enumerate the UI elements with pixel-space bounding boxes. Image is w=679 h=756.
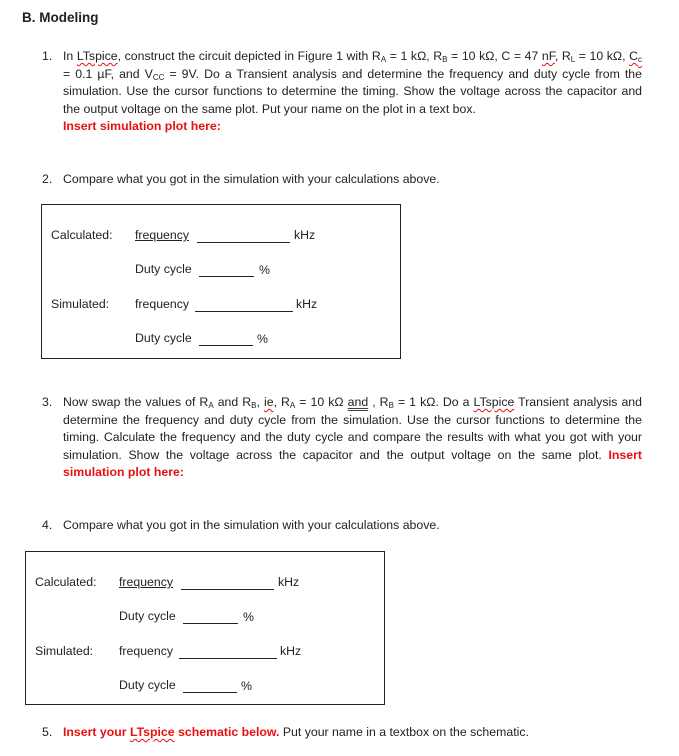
q3-text-h: Transient analysis and determine the frequency and duty cycle from the simulation. Use the cursor functions to determine the timing. Calculate the frequency and the duty cycle and compare the results with what you got with your simulation. Show the voltage across the capacitor and the output voltage on the same plot. <box>63 395 642 462</box>
q3-instruction: Insert simulation plot here: <box>63 447 642 480</box>
q3-sub-a: A <box>208 401 214 410</box>
q3-ltspice: LTspice <box>473 395 515 409</box>
question-4 <box>42 517 642 535</box>
simulated-duty-cycle-blank[interactable] <box>199 345 253 346</box>
q1-text-d: = 10 kΩ, C = 47 <box>447 49 542 63</box>
calculated-duty-cycle-label: Duty cycle <box>135 262 192 276</box>
q3-text-b: and R <box>213 395 252 409</box>
calculated-frequency-label: frequency <box>135 228 190 242</box>
calculated-duty-cycle-unit: % <box>243 610 254 624</box>
q1-text-b: , construct the circuit depicted in Figure 1 with R <box>117 49 381 63</box>
q1-ltspice: LTspice <box>76 49 118 63</box>
simulated-frequency-unit: kHz <box>296 297 318 311</box>
question-2 <box>42 171 642 189</box>
q3-sub-c: A <box>289 401 296 410</box>
q1-nf: nF <box>541 49 555 63</box>
q5-ltspice: LTspice <box>129 725 175 739</box>
simulated-duty-cycle-unit: % <box>257 332 268 346</box>
q1-text-a: In <box>63 49 77 63</box>
q3-ie: ie <box>263 395 274 409</box>
section-heading: B. Modeling <box>22 10 99 25</box>
q3-sub-b: B <box>251 401 257 410</box>
question-1 <box>42 48 642 136</box>
question-5-body <box>63 724 642 742</box>
simulated-duty-cycle-label: Duty cycle <box>119 678 176 692</box>
question-5-number: 5. <box>42 725 53 739</box>
calculated-duty-cycle-label: Duty cycle <box>119 609 176 623</box>
calculated-frequency-blank[interactable] <box>181 589 274 590</box>
q3-text-f: , R <box>368 395 389 409</box>
q5-text: Put your name in a textbox on the schematic. <box>279 725 529 739</box>
q1-text-h: = 0.1 µF, and V <box>63 66 153 81</box>
question-3-number: 3. <box>42 395 53 409</box>
q1-sub-a: A <box>380 55 387 64</box>
simulated-label: Simulated: <box>51 297 110 311</box>
q1-instruction: Insert simulation plot here: <box>63 119 221 134</box>
simulated-frequency-blank[interactable] <box>179 658 277 659</box>
q5-instruction-a: Insert your <box>63 725 130 739</box>
calculated-frequency-blank[interactable] <box>197 242 290 243</box>
calculated-duty-cycle-blank[interactable] <box>183 623 238 624</box>
q3-text-e: = 10 kΩ <box>295 395 348 409</box>
calculated-frequency-unit: kHz <box>294 228 316 242</box>
q1-text-i: = 9V. Do a Transient analysis and determine the frequency and duty cycle from the simulation. Use the cursor functions to determine the timing. Show the voltage across the capacitor and the output voltage on the same plot. Put your name on the plot in a text box. <box>63 66 642 116</box>
question-4-text: Compare what you got in the simulation with your calculations above. <box>63 518 440 532</box>
q3-text-g: = 1 kΩ. Do a <box>393 395 474 409</box>
results-box-1 <box>41 204 401 359</box>
q1-cc: C <box>629 49 639 63</box>
calculated-label: Calculated: <box>51 228 113 242</box>
question-2-number: 2. <box>42 172 53 186</box>
question-1-body <box>63 48 642 136</box>
calculated-frequency-unit: kHz <box>278 575 300 589</box>
simulated-frequency-label: frequency <box>135 297 190 311</box>
question-1-number: 1. <box>42 49 53 63</box>
simulated-frequency-unit: kHz <box>280 644 302 658</box>
q1-text-e: , R <box>554 49 571 63</box>
simulated-duty-cycle-unit: % <box>241 679 252 693</box>
q3-text-d: , R <box>273 395 290 409</box>
question-5 <box>42 724 642 742</box>
calculated-duty-cycle-blank[interactable] <box>199 276 254 277</box>
simulated-label: Simulated: <box>35 644 94 658</box>
q1-text-c: = 1 kΩ, R <box>386 49 443 63</box>
q1-sub-cc: CC <box>152 72 165 82</box>
q1-sub-l: L <box>570 55 576 64</box>
q1-text-f: = 10 kΩ, <box>575 49 626 63</box>
q1-sub-b: B <box>442 55 448 64</box>
q5-instruction-b: schematic below. <box>174 725 280 739</box>
simulated-duty-cycle-label: Duty cycle <box>135 331 192 345</box>
question-3 <box>42 394 642 482</box>
q1-cc-sub: c <box>638 55 643 64</box>
q3-sub-d: B <box>388 401 394 410</box>
calculated-frequency-label: frequency <box>119 575 174 589</box>
simulated-duty-cycle-blank[interactable] <box>183 692 237 693</box>
q3-and: and <box>347 395 369 409</box>
question-2-text: Compare what you got in the simulation with your calculations above. <box>63 172 440 186</box>
calculated-duty-cycle-unit: % <box>259 263 270 277</box>
simulated-frequency-label: frequency <box>119 644 174 658</box>
question-4-number: 4. <box>42 518 53 532</box>
question-3-body <box>63 394 642 482</box>
q3-text-a: Now swap the values of R <box>63 395 209 409</box>
simulated-frequency-blank[interactable] <box>195 311 293 312</box>
q3-text-c: , <box>256 395 264 409</box>
results-box-2 <box>25 551 385 705</box>
calculated-label: Calculated: <box>35 575 97 589</box>
